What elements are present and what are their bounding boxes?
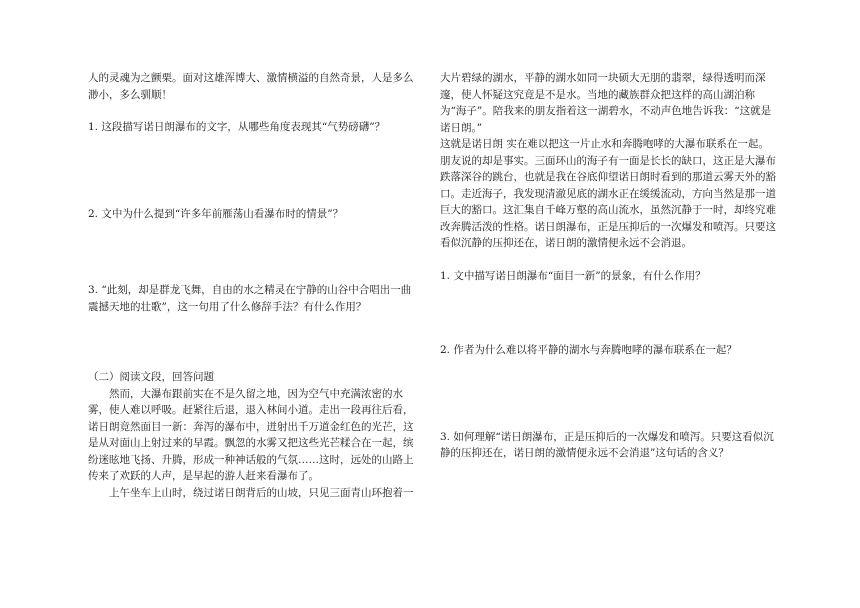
passage-continuation: 大片碧绿的湖水，平静的湖水如同一块硕大无朋的翡翠，绿得透明而深邃，使人怀疑这究竟是不是水。当地的藏族群众把这样的高山湖泊称为“海子”。陪我来的朋友指着这一湖碧水，不动声色地告诉我：“这就是诺日朗。” (440, 72, 772, 134)
section-title: （二）阅读文段，回答问题 (88, 371, 214, 383)
right-column (440, 70, 778, 462)
left-column (88, 70, 418, 501)
right-question-2: 2. 作者为什么难以将平静的湖水与奔腾咆哮的瀑布联系在一起？ (440, 344, 737, 356)
passage-paragraph-2: 上午坐车上山时，绕过诺日朗背后的山坡，只见三面青山环抱着一 (109, 486, 414, 499)
passage-paragraph-3: 这就是诺日朗 实在难以把这一片止水和奔腾咆哮的大瀑布联系在一起。朋友说的却是事实。三面环山的海子有一面是长长的缺口，这正是大瀑布跌落深谷的跳台，也就是我在谷底仰望诺日朗时看到的那道云雾天外的豁口。走近海子，我发现清澈见底的湖水正在缓缓流动，方向当然是那一道巨大的豁口。这汇集自千峰万壑的高山流水，虽然沉静于一时，却终究难改奔腾活泼的性格。诺日朗瀑布，正是压抑后的一次爆发和喷泻。只要这看似沉静的压抑还在，诺日朗的激情便永远不会消退。 (440, 138, 776, 249)
left-question-3: 3. “此刻，却是群龙飞舞，自由的水之精灵在宁静的山谷中合唱出一曲震撼天地的壮歌”，这一句用了什么修辞手法？有什么作用？ (88, 284, 412, 313)
right-question-1: 1. 文中描写诺日朗瀑布“面目一新”的景象，有什么作用？ (440, 269, 706, 282)
left-question-1: 1. 这段描写诺日朗瀑布的文字，从哪些角度表现其“气势磅礴”？ (88, 121, 386, 133)
passage-paragraph-1: 然而，大瀑布跟前实在不是久留之地，因为空气中充满浓密的水雾，使人难以呼吸。赶紧往后退，退入林间小道。走出一段再往后看，诺日朗竟然面目一新：奔泻的瀑布中，迸射出千万道金红色的光芒，这是从对面山上射过来的早霞。飘忽的水雾又把这些光芒糅合在一起，缤纷迷眩地飞扬、升腾，形成一种神话般的气氛……这时，远处的山路上传来了欢跃的人声，是早起的游人赶来看瀑布了。 (88, 387, 414, 482)
left-question-2: 2. 文中为什么提到“许多年前雁荡山看瀑布时的情景”？ (88, 207, 344, 220)
intro-text: 人的灵魂为之颤栗。面对这雄浑博大、激情横溢的自然奇景，人是多么渺小，多么驯顺！ (88, 72, 414, 101)
right-question-3: 3. 如何理解“诺日朗瀑布，正是压抑后的一次爆发和喷泻。只要这看似沉静的压抑还在，诺日朗的激情便永远不会消退”这句话的含义？ (440, 430, 774, 459)
